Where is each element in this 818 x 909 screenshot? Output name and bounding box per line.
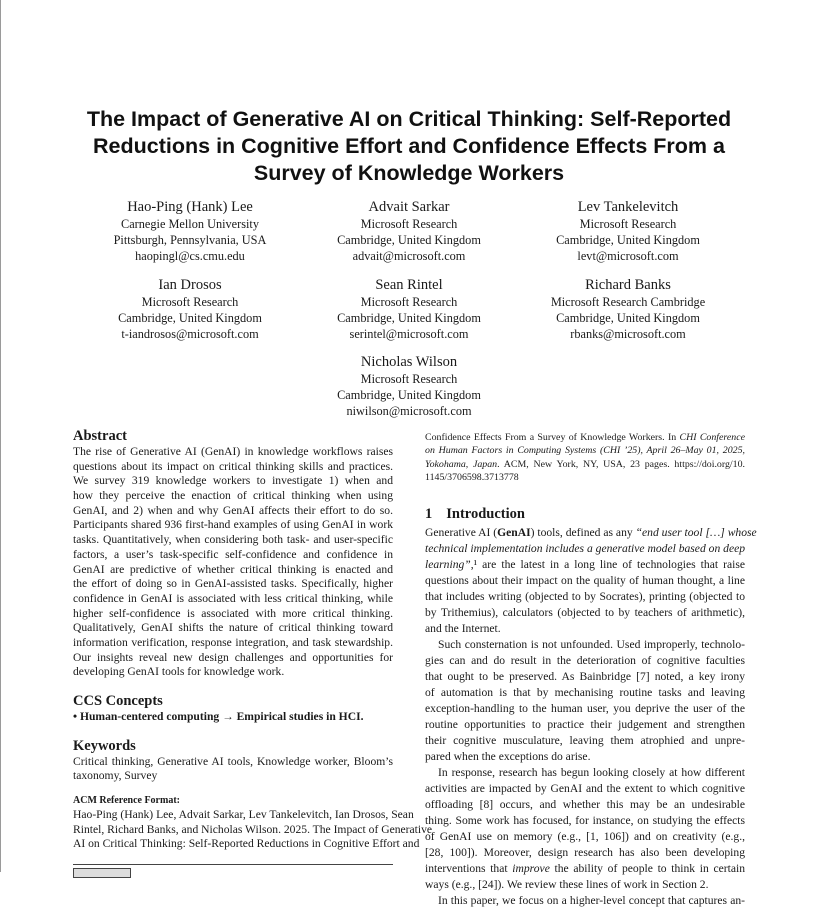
text-line: higher self-confidence is associated with more critical thinking. [73, 606, 393, 620]
author-email: t-iandrosos@microsoft.com [121, 327, 259, 341]
author-email: levt@microsoft.com [577, 249, 679, 263]
text-segment: technical implementation includes a generative model based on deep [425, 541, 746, 555]
acm-ref-heading: ACM Reference Format: [73, 795, 180, 807]
text-segment: the ability of people to think in certain [549, 861, 745, 875]
author-block [299, 354, 519, 419]
text-line: questions about their impact on the quality of human thought, a line [425, 573, 745, 587]
text-line: that ought to be preserved. As Bainbridge [7] noted, a key irony [425, 669, 745, 683]
text-line: developing GenAI tools for knowledge work. [73, 665, 285, 679]
text-line: pared when the exceptions do arise. [425, 749, 591, 763]
text-segment: CHI Conference [679, 432, 745, 443]
introduction-text [425, 525, 757, 909]
text-line: We survey 319 knowledge workers to investigate 1) when and [73, 474, 393, 488]
text-line: offloading [8] occurs, and whether this may be an undesirable [425, 797, 745, 811]
text-segment: GenAI [497, 525, 531, 539]
paper-title [40, 106, 778, 187]
author-email: haopingl@cs.cmu.edu [135, 249, 245, 263]
text-segment: interventions that [425, 861, 513, 875]
author-affiliation: Cambridge, United Kingdom [337, 233, 481, 247]
text-line: activities are impacted by GenAI and the extent to which cognitive [425, 781, 745, 795]
title-line: Survey of Knowledge Workers [253, 161, 565, 185]
title-line: Reductions in Cognitive Effort and Confidence Effects From a [93, 134, 725, 158]
text-line: ways (e.g., [24]). We review these lines of work in Section 2. [425, 877, 709, 891]
author-email: serintel@microsoft.com [349, 327, 469, 341]
author-name: Sean Rintel [375, 277, 443, 293]
text-line: their cognitive musculature, leaving them atrophied and unpre- [425, 733, 745, 747]
author-block [299, 199, 519, 264]
author-affiliation: Pittsburgh, Pennsylvania, USA [113, 233, 267, 247]
author-name: Advait Sarkar [368, 199, 450, 215]
footnote-rule [73, 864, 393, 865]
cc-license-logo [73, 868, 131, 878]
keywords-text [73, 755, 393, 784]
paragraph [425, 893, 745, 909]
right-column [425, 431, 757, 909]
text-line [425, 541, 745, 557]
author-block [299, 277, 519, 342]
text-line: Qualitatively, GenAI shifts the nature of critical thinking toward [73, 621, 393, 635]
paragraph [425, 637, 745, 765]
text-line: thing. Some work has focused, for instance, on studying the effects [425, 813, 745, 827]
text-line: and the Internet. [425, 621, 501, 635]
text-line: 1145/3706598.3713778 [425, 472, 519, 484]
author-name: Hao-Ping (Hank) Lee [127, 199, 253, 215]
text-line: questions about its impact on critical thinking skills and practices. [73, 459, 393, 473]
text-line: [28, 100]). Moreover, design research has also been developing [425, 845, 745, 859]
author-affiliation: Microsoft Research [360, 295, 458, 309]
author-email: niwilson@microsoft.com [346, 404, 472, 418]
author-name: Richard Banks [585, 277, 671, 293]
ccs-concepts: • Human-centered computing → Empirical studies in HCI. [73, 710, 364, 723]
text-line: that includes writing (objected to by Socrates), printing (objected to [425, 589, 745, 603]
text-line: Rintel, Richard Banks, and Nicholas Wilson. 2025. The Impact of Generative [73, 822, 433, 836]
text-line [425, 444, 745, 457]
title-line: The Impact of Generative AI on Critical Thinking: Self-Reported [86, 107, 732, 131]
text-line [425, 557, 745, 573]
text-segment: Generative AI ( [425, 525, 498, 539]
text-line: of GenAI use on memory (e.g., [1, 106]) and on creativity (e.g., [425, 829, 745, 843]
ccs-heading: CCS Concepts [73, 693, 163, 709]
text-line: how they perceive the enaction of critical thinking when using [73, 489, 393, 503]
text-segment: improve [512, 861, 550, 875]
author-affiliation: Carnegie Mellon University [121, 217, 259, 231]
author-affiliation: Microsoft Research [360, 372, 458, 386]
text-segment: . ACM, New York, NY, USA, 23 pages. https://doi.org/10. [497, 458, 746, 470]
text-line [425, 458, 745, 471]
text-line: confidence in GenAI is associated with less critical thinking, while [73, 591, 393, 605]
text-line [425, 861, 745, 877]
text-line: Critical thinking, Generative AI tools, Knowledge worker, Bloom’s [73, 754, 393, 768]
text-segment: ) tools, defined as any [530, 525, 636, 539]
author-block [518, 277, 738, 342]
text-line: GenAI are predictive of whether critical thinking is enacted and [73, 562, 393, 576]
text-segment: ,¹ are the latest in a long line of technologies that raise [470, 557, 745, 571]
text-line: factors, a user’s task-specific self-confidence and confidence in [73, 547, 393, 561]
section-heading-introduction [425, 505, 745, 523]
author-affiliation: Microsoft Research [360, 217, 458, 231]
author-affiliation: Cambridge, United Kingdom [337, 311, 481, 325]
acm-reference-continued [425, 431, 745, 485]
text-segment: learning” [425, 557, 471, 571]
text-segment: on Human Factors in Computing Systems (CHI ’25), April 26–May 01, 2025, [425, 445, 745, 457]
text-line: AI on Critical Thinking: Self-Reported Reductions in Cognitive Effort and [73, 837, 420, 851]
text-line: Such consternation is not unfounded. Used improperly, technolo- [438, 637, 745, 651]
author-affiliation: Cambridge, United Kingdom [556, 233, 700, 247]
author-name: Lev Tankelevitch [577, 199, 679, 215]
left-column [73, 427, 433, 852]
keywords-heading: Keywords [73, 737, 136, 754]
section-title: Introduction [446, 505, 525, 522]
text-line: taxonomy, Survey [73, 769, 158, 783]
text-line: of automation is that by mechanising routine tasks and leaving [425, 685, 745, 699]
text-segment: “end user tool […] whose [635, 525, 757, 539]
author-block [518, 199, 738, 264]
author-block [80, 277, 300, 342]
text-line: GenAI, and 2) when and why GenAI affects their effort to do so. [73, 503, 393, 517]
section-number: 1 [425, 505, 433, 522]
author-affiliation: Cambridge, United Kingdom [118, 311, 262, 325]
author-email: advait@microsoft.com [352, 249, 466, 263]
text-line [425, 431, 745, 444]
text-line: gies can and do result in the deterioration of cognitive faculties [425, 653, 745, 667]
text-line: The rise of Generative AI (GenAI) in knowledge workflows raises [73, 445, 393, 458]
text-line: the effort of doing so in GenAI-assisted tasks. Specifically, higher [73, 577, 393, 591]
text-line: routine opportunities to practice their judgement and strengthen [425, 717, 745, 731]
author-affiliation: Microsoft Research [579, 217, 677, 231]
author-affiliation: Cambridge, United Kingdom [337, 388, 481, 402]
author-name: Ian Drosos [158, 277, 222, 293]
text-line: Hao-Ping (Hank) Lee, Advait Sarkar, Lev Tankelevitch, Ian Drosos, Sean [73, 808, 414, 822]
abstract-text [73, 445, 393, 680]
text-line: In this paper, we focus on a higher-level concept that captures an- [438, 893, 745, 907]
text-line [425, 525, 757, 541]
text-line: Our insights reveal new design challenges and opportunities for [73, 650, 393, 664]
text-line: In response, research has begun looking closely at how different [438, 765, 745, 779]
author-affiliation: Microsoft Research Cambridge [550, 295, 706, 309]
acm-reference-text [73, 808, 433, 852]
text-segment: Confidence Effects From a Survey of Knowledge Workers. In [425, 432, 680, 443]
author-block [80, 199, 300, 264]
paragraph [425, 765, 745, 893]
text-line: exception-handling to the human user, you deprive the user of the [425, 701, 745, 715]
text-segment: Yokohama, Japan [425, 458, 498, 470]
text-line: information verification, response integration, and task stewardship. [73, 635, 393, 649]
text-line: Participants shared 936 first-hand examples of using GenAI in work [73, 518, 393, 532]
text-line: tasks. Quantitatively, when considering both task- and user-specific [73, 533, 393, 547]
abstract-heading: Abstract [73, 428, 127, 444]
author-affiliation: Microsoft Research [141, 295, 239, 309]
text-line: by Trithemius), calculators (objected to by teachers of arithmetic), [425, 605, 745, 619]
author-affiliation: Cambridge, United Kingdom [556, 311, 700, 325]
paragraph [425, 525, 757, 637]
author-name: Nicholas Wilson [360, 354, 458, 370]
author-email: rbanks@microsoft.com [570, 327, 686, 341]
page-edge [0, 0, 1, 872]
